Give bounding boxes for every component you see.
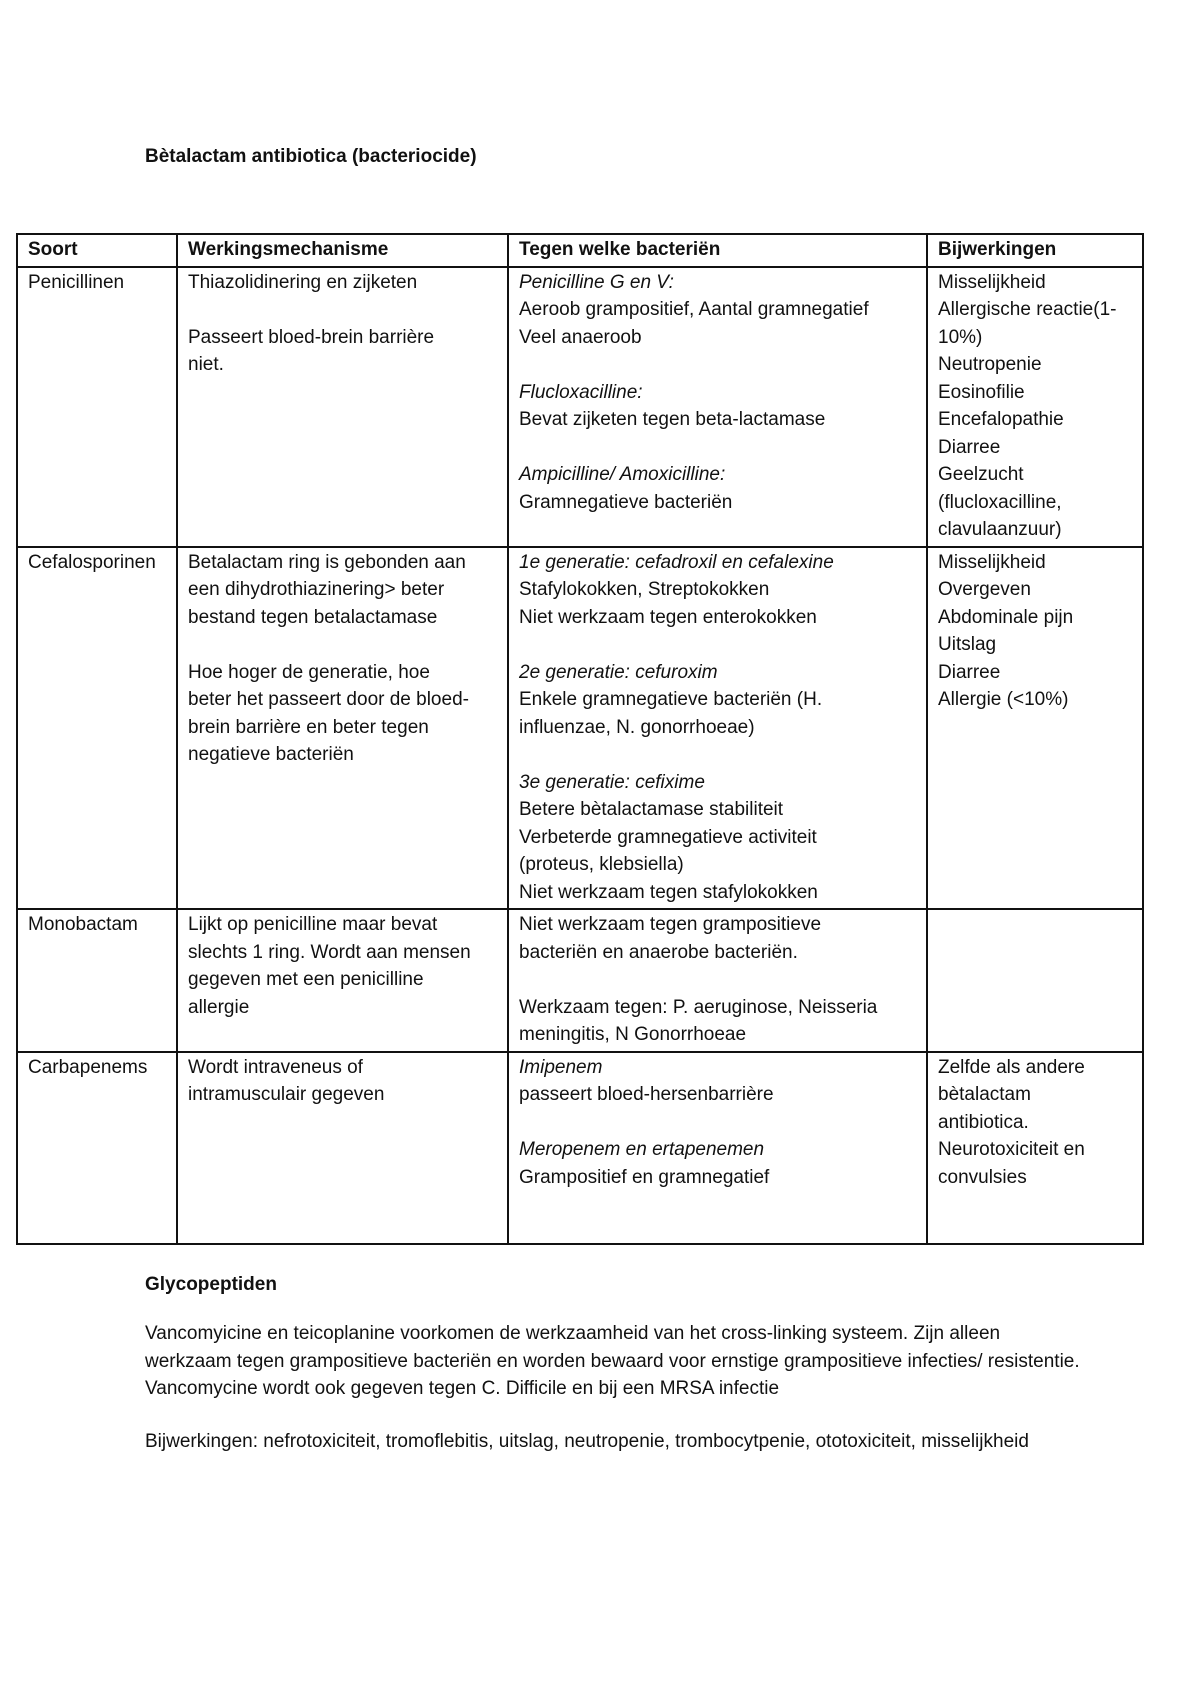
table-row	[17, 1052, 1143, 1244]
bacterien-heading: 2e generatie: cefuroxim	[519, 661, 718, 683]
table-row	[17, 547, 1143, 910]
bacterien-block	[519, 994, 916, 1049]
bijwerking-item: (flucloxacilline,	[938, 491, 1062, 513]
header-soort: Soort	[17, 234, 177, 267]
bijwerking-item: Allergie (<10%)	[938, 689, 1069, 710]
bacterien-heading: Imipenem	[519, 1056, 603, 1078]
bacterien-line: Niet werkzaam tegen grampositieve	[519, 914, 822, 935]
cell-bijwerkingen	[927, 909, 1143, 1052]
bijwerking-item: Allergische reactie(1-	[938, 299, 1117, 320]
bacterien-line: Niet werkzaam tegen enterokokken	[519, 606, 817, 628]
mechanisme-line: intramusculair gegeven	[188, 1084, 385, 1105]
bacterien-block	[519, 461, 916, 516]
mechanisme-line: negatieve bacteriën	[188, 744, 354, 765]
bacterien-block	[519, 1054, 916, 1109]
cell-bijwerkingen	[927, 547, 1143, 910]
glycopeptiden-side-effects: Bijwerkingen: nefrotoxiciteit, tromoflebitis, uitslag, neutropenie, trombocytpenie, ototoxiciteit, misselijkheid	[145, 1431, 1029, 1452]
cell-soort: Penicillinen	[17, 267, 177, 547]
bijwerking-item: convulsies	[938, 1166, 1027, 1188]
bacterien-heading: Ampicilline/ Amoxicilline:	[519, 464, 726, 485]
cell-soort: Monobactam	[17, 909, 177, 1052]
header-werkingsmechanisme: Werkingsmechanisme	[177, 234, 508, 267]
cell-bacterien	[508, 267, 927, 547]
cell-bijwerkingen	[927, 1052, 1143, 1244]
glycopeptiden-paragraph: Vancomyicine en teicoplanine voorkomen de werkzaamheid van het cross-linking systeem. Zijn alleen werkzaam tegen grampositieve bacteriën en worden bewaard voor ernstige grampositieve infecties/ resistentie. Vancomycine wordt ook gegeven tegen C. Difficile en bij een MRSA infectie	[145, 1323, 1080, 1399]
bijwerking-item: Uitslag	[938, 634, 997, 655]
cell-werkingsmechanisme	[177, 909, 508, 1052]
mechanisme-block	[188, 911, 497, 1021]
bacterien-block	[519, 269, 916, 352]
bacterien-block	[519, 911, 916, 966]
bacterien-heading: Penicilline G en V:	[519, 271, 674, 293]
bijwerking-item: Misselijkheid	[938, 271, 1046, 293]
bacterien-block	[519, 769, 916, 907]
mechanisme-line: een dihydrothiazinering> beter	[188, 579, 445, 600]
bijwerking-item: Misselijkheid	[938, 551, 1046, 573]
antibiotics-table	[16, 233, 1144, 1245]
mechanisme-block	[188, 269, 497, 297]
bijwerking-item: Geelzucht	[938, 464, 1024, 485]
mechanisme-block	[188, 1054, 497, 1109]
bijwerking-item: clavulaanzuur)	[938, 519, 1062, 540]
bacterien-line: Aeroob grampositief, Aantal gramnegatief	[519, 299, 869, 320]
table-header-row	[17, 234, 1143, 267]
mechanisme-line: Passeert bloed-brein barrière	[188, 326, 435, 348]
bacterien-line: influenzae, N. gonorrhoeae)	[519, 716, 755, 738]
bacterien-heading: Meropenem en ertapenemen	[519, 1139, 765, 1160]
bacterien-block	[519, 379, 916, 434]
cell-bacterien	[508, 547, 927, 910]
bijwerking-item: antibiotica.	[938, 1111, 1029, 1133]
bacterien-heading: 1e generatie: cefadroxil en cefalexine	[519, 551, 834, 573]
bijwerking-item: Encefalopathie	[938, 409, 1064, 430]
bacterien-line: Gramnegatieve bacteriën	[519, 491, 733, 513]
bijwerking-item: Diarree	[938, 661, 1001, 683]
bijwerking-item: Neurotoxiciteit en	[938, 1139, 1085, 1160]
page-title: Bètalactam antibiotica (bacteriocide)	[145, 146, 477, 167]
table-row	[17, 909, 1143, 1052]
cell-werkingsmechanisme	[177, 547, 508, 910]
table-row	[17, 267, 1143, 547]
bijwerking-item: Zelfde als andere	[938, 1056, 1085, 1078]
bacterien-line: Betere bètalactamase stabiliteit	[519, 799, 784, 820]
bacterien-block	[519, 1136, 916, 1191]
bacterien-line: Verbeterde gramnegatieve activiteit	[519, 826, 817, 848]
bacterien-line: Niet werkzaam tegen stafylokokken	[519, 881, 818, 903]
mechanisme-line: bestand tegen betalactamase	[188, 606, 438, 628]
mechanisme-line: Hoe hoger de generatie, hoe	[188, 661, 430, 683]
section-heading-glycopeptiden: Glycopeptiden	[145, 1274, 277, 1295]
table-body	[17, 267, 1143, 1244]
header-tegen-welke-bacterien: Tegen welke bacteriën	[508, 234, 927, 267]
bacterien-block	[519, 659, 916, 742]
bacterien-heading: 3e generatie: cefixime	[519, 771, 705, 793]
cell-bijwerkingen	[927, 267, 1143, 547]
bacterien-line: Enkele gramnegatieve bacteriën (H.	[519, 689, 823, 710]
bijwerking-item: Abdominale pijn	[938, 606, 1074, 628]
bacterien-line: meningitis, N Gonorrhoeae	[519, 1024, 747, 1045]
cell-bacterien	[508, 909, 927, 1052]
bacterien-line: (proteus, klebsiella)	[519, 854, 684, 875]
bacterien-line: Veel anaeroob	[519, 326, 642, 348]
bacterien-line: Grampositief en gramnegatief	[519, 1166, 770, 1188]
bacterien-line: bacteriën en anaerobe bacteriën.	[519, 941, 798, 963]
bijwerking-item: 10%)	[938, 326, 983, 348]
bacterien-line: Bevat zijketen tegen beta-lactamase	[519, 409, 826, 430]
bacterien-line: Stafylokokken, Streptokokken	[519, 579, 770, 600]
mechanisme-line: brein barrière en beter tegen	[188, 716, 429, 738]
mechanisme-line: allergie	[188, 996, 250, 1018]
mechanisme-block	[188, 659, 497, 769]
mechanisme-line: slechts 1 ring. Wordt aan mensen	[188, 941, 471, 963]
cell-werkingsmechanisme	[177, 1052, 508, 1244]
header-bijwerkingen: Bijwerkingen	[927, 234, 1143, 267]
mechanisme-line: Lijkt op penicilline maar bevat	[188, 914, 438, 935]
mechanisme-line: Wordt intraveneus of	[188, 1056, 363, 1078]
bacterien-heading: Flucloxacilline:	[519, 381, 643, 403]
bacterien-line: passeert bloed-hersenbarrière	[519, 1084, 774, 1105]
cell-soort: Cefalosporinen	[17, 547, 177, 910]
bacterien-line: Werkzaam tegen: P. aeruginose, Neisseria	[519, 996, 878, 1018]
bacterien-block	[519, 549, 916, 632]
bijwerking-item: Overgeven	[938, 579, 1031, 600]
cell-soort: Carbapenems	[17, 1052, 177, 1244]
bijwerking-item: Neutropenie	[938, 354, 1042, 375]
mechanisme-line: Betalactam ring is gebonden aan	[188, 551, 466, 573]
mechanisme-line: Thiazolidinering en zijketen	[188, 271, 418, 293]
cell-werkingsmechanisme	[177, 267, 508, 547]
bijwerking-item: Diarree	[938, 436, 1001, 458]
bijwerking-item: Eosinofilie	[938, 381, 1025, 403]
mechanisme-block	[188, 324, 497, 379]
mechanisme-block	[188, 549, 497, 632]
cell-bacterien	[508, 1052, 927, 1244]
mechanisme-line: beter het passeert door de bloed-	[188, 689, 469, 710]
mechanisme-line: niet.	[188, 354, 224, 375]
mechanisme-line: gegeven met een penicilline	[188, 969, 424, 990]
bijwerking-item: bètalactam	[938, 1084, 1031, 1105]
